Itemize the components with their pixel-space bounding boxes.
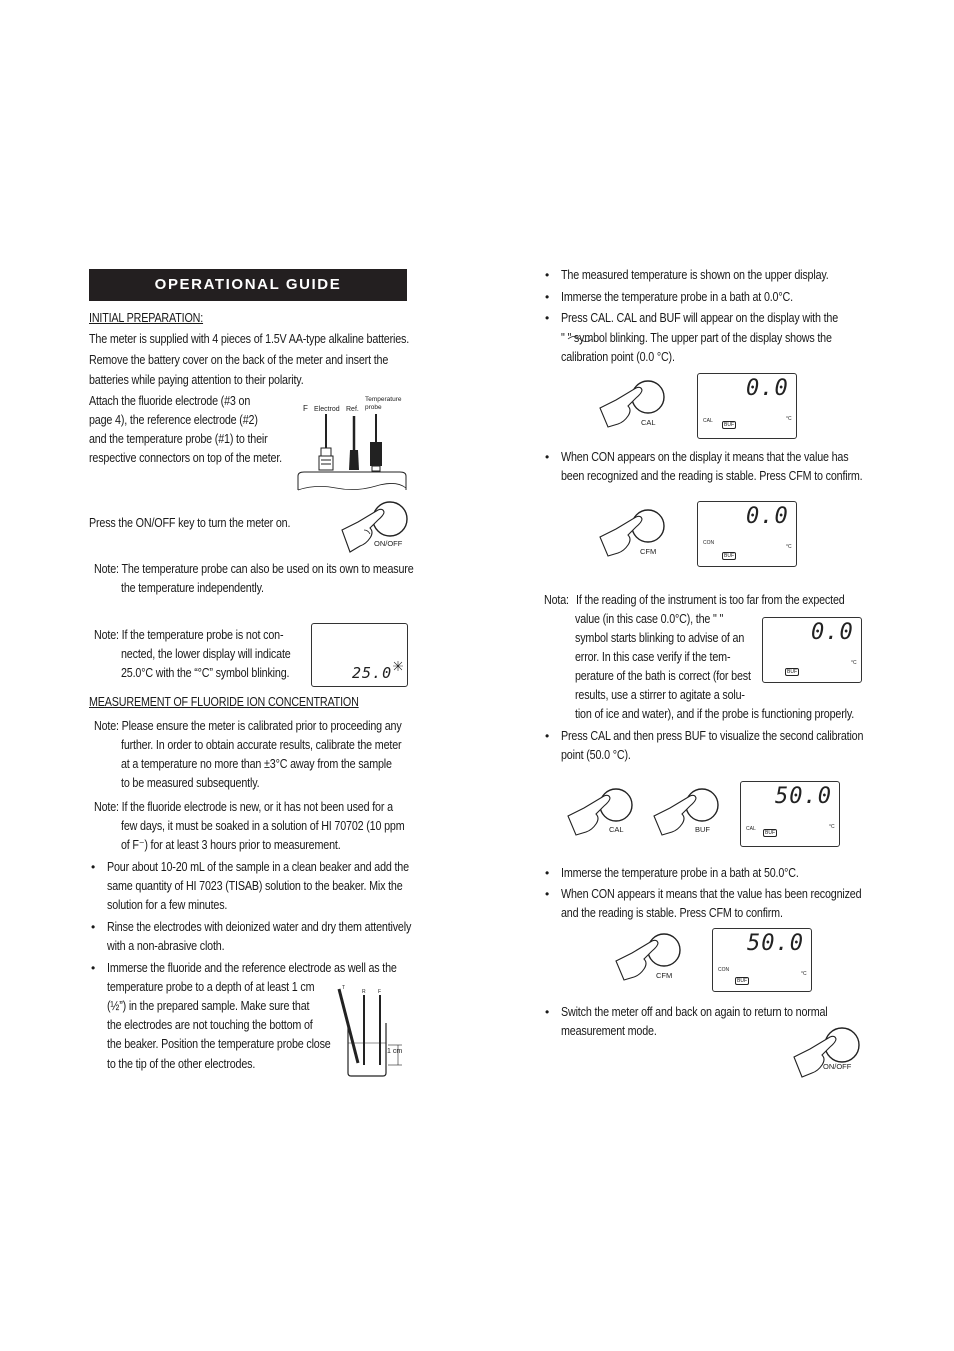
right-press-cal-3: calibration point (0.0 °C). — [561, 350, 675, 364]
bullet-immerse-3: (½”) in the prepared sample. Make sure that — [107, 999, 310, 1013]
right-immerse-0: Immerse the temperature probe in a bath at 0.0°C. — [561, 290, 793, 304]
right-press-cal-2: " " symbol blinking. The upper part of the display shows the — [561, 331, 832, 345]
note-calibrate-2: further. In order to obtain accurate results, calibrate the meter — [121, 738, 402, 752]
nota-line-5: perature of the bath is correct (for best — [575, 669, 751, 683]
right-press-buf-1: Press CAL and then press BUF to visualize the second calibration — [561, 729, 864, 743]
lcd-display-con-0 — [697, 501, 797, 567]
note-temp-probe-2: the temperature independently. — [121, 581, 264, 595]
paragraph-batteries: The meter is supplied with 4 pieces of 1.5V AA-type alkaline batteries. — [89, 332, 410, 346]
nota-label: Nota: — [544, 593, 569, 607]
finger-press-icon — [652, 788, 722, 836]
bullet-dot: • — [545, 887, 550, 901]
note-not-connected-2: nected, the lower display will indicate — [121, 647, 291, 661]
lcd-con-indicator: CON — [718, 967, 730, 973]
lcd-upper-value: 0.0 — [811, 620, 854, 645]
wave-symbol-icon — [568, 336, 592, 342]
beaker-depth-label: 1 cm — [387, 1048, 403, 1055]
lcd-upper-value: 50.0 — [747, 931, 804, 956]
blink-star-icon — [393, 661, 403, 671]
lcd-display-error — [762, 617, 862, 683]
right-press-buf-2: point (50.0 °C). — [561, 748, 631, 762]
paragraph-attach-1: Attach the fluoride electrode (#3 on — [89, 394, 251, 408]
lcd-degc: °C — [829, 824, 835, 830]
nota-line-7: tion of ice and water), and if the probe is functioning properly. — [575, 707, 855, 721]
fig-label-probe: probe — [365, 404, 382, 411]
fig-label-f: F — [303, 404, 308, 413]
note-calibrate-4: to be measured subsequently. — [121, 776, 260, 790]
lcd-con-indicator: CON — [703, 540, 715, 546]
right-switch-1: Switch the meter off and back on again to return to normal — [561, 1005, 828, 1019]
beaker-label-f: F — [378, 989, 382, 995]
note-calibrate-1: Note: Please ensure the meter is calibrated prior to proceeding any — [94, 719, 402, 733]
bullet-rinse-1: Rinse the electrodes with deionized water and dry them attentively — [107, 920, 412, 934]
right-con-2: been recognized and the reading is stable. Press CFM to confirm. — [561, 469, 863, 483]
paragraph-attach-4: respective connectors on top of the meter. — [89, 451, 282, 465]
bullet-pour-2: same quantity of HI 7023 (TISAB) solution to the beaker. Mix the — [107, 879, 403, 893]
bullet-dot: • — [545, 1005, 550, 1019]
paragraph-attach-2: page 4), the reference electrode (#2) — [89, 413, 258, 427]
lcd-display-cal-0 — [697, 373, 797, 439]
fig-label-temperature: Temperature — [365, 396, 402, 403]
nota-line-6: results, use a stirrer to agitate a solu- — [575, 688, 745, 702]
right-con-1: When CON appears on the display it means that the value has — [561, 450, 849, 464]
lcd-cal-indicator: CAL — [746, 826, 756, 832]
right-con-50-1: When CON appears it means that the value has been recognized — [561, 887, 862, 901]
paragraph-cover-2: batteries while paying attention to their polarity. — [89, 373, 304, 387]
finger-press-icon — [598, 509, 668, 557]
finger-press-icon — [598, 380, 668, 428]
lcd-upper-value: 50.0 — [775, 784, 832, 809]
note-soak-2: few days, it must be soaked in a solution of HI 70702 (10 ppm — [121, 819, 405, 833]
lcd-cal-indicator: CAL — [703, 418, 713, 424]
lcd-upper-value: 0.0 — [746, 504, 789, 529]
fig-label-ref: Ref. — [346, 406, 359, 413]
note-not-connected-3: 25.0°C with the “°C” symbol blinking. — [121, 666, 290, 680]
nota-line-1: If the reading of the instrument is too far from the expected — [576, 593, 845, 607]
nota-line-4: error. In this case verify if the tem- — [575, 650, 731, 664]
finger-press-icon — [566, 788, 636, 836]
bullet-dot: • — [545, 268, 550, 282]
paragraph-cover-1: Remove the battery cover on the back of the meter and insert the — [89, 353, 389, 367]
cal-key-label: CAL — [609, 825, 624, 834]
lcd-buf-indicator: BUF — [724, 553, 734, 559]
bullet-dot: • — [91, 860, 96, 874]
right-immerse-50: Immerse the temperature probe in a bath at 50.0°C. — [561, 866, 799, 880]
paragraph-attach-3: and the temperature probe (#1) to their — [89, 432, 268, 446]
lcd-degc: °C — [786, 544, 792, 550]
cfm-key-label: CFM — [640, 547, 657, 556]
lcd-degc: °C — [801, 971, 807, 977]
onoff-key-label: ON/OFF — [823, 1062, 852, 1071]
bullet-rinse-2: with a non-abrasive cloth. — [107, 939, 225, 953]
cfm-key-label: CFM — [656, 971, 673, 980]
onoff-key-label: ON/OFF — [374, 539, 403, 548]
right-switch-2: measurement mode. — [561, 1024, 657, 1038]
bullet-dot: • — [545, 729, 550, 743]
lcd-buf-indicator: BUF — [737, 978, 747, 984]
press-onoff-text: Press the ON/OFF key to turn the meter on. — [89, 516, 291, 530]
bullet-immerse-5: the beaker. Position the temperature probe close — [107, 1037, 331, 1051]
buf-key-label: BUF — [695, 825, 710, 834]
bullet-immerse-6: to the tip of the other electrodes. — [107, 1057, 256, 1071]
right-press-cal-1: Press CAL. CAL and BUF will appear on the display with the — [561, 311, 839, 325]
beaker-label-t: T — [342, 985, 346, 991]
bullet-dot: • — [91, 961, 96, 975]
right-measured-temp: The measured temperature is shown on the upper display. — [561, 268, 829, 282]
bullet-dot: • — [545, 311, 550, 325]
lcd-degc: °C — [851, 660, 857, 666]
finger-press-icon — [792, 1027, 862, 1079]
right-con-50-2: and the reading is stable. Press CFM to confirm. — [561, 906, 783, 920]
note-soak-1: Note: If the fluoride electrode is new, or it has not been used for a — [94, 800, 393, 814]
lcd-display-25 — [311, 623, 408, 687]
lcd-buf-indicator: BUF — [787, 669, 797, 675]
nota-line-3: symbol starts blinking to advise of an — [575, 631, 745, 645]
fig-label-electrod: Electrod — [314, 406, 340, 413]
lcd-lower-value: 25.0 — [352, 664, 393, 682]
note-not-connected-1: Note: If the temperature probe is not con- — [94, 628, 284, 642]
lcd-upper-value: 0.0 — [746, 376, 789, 401]
note-calibrate-3: at a temperature no more than ±3°C away from the sample — [121, 757, 392, 771]
measurement-heading: MEASUREMENT OF FLUORIDE ION CONCENTRATION — [89, 695, 359, 709]
lcd-buf-indicator: BUF — [724, 422, 734, 428]
cal-key-label: CAL — [641, 418, 656, 427]
lcd-degc: °C — [786, 416, 792, 422]
lcd-buf-indicator: BUF — [765, 830, 775, 836]
note-temp-probe-1: Note: The temperature probe can also be used on its own to measure — [94, 562, 414, 576]
bullet-immerse-2: temperature probe to a depth of at least 1 cm — [107, 980, 315, 994]
bullet-immerse-4: the electrodes are not touching the bottom of — [107, 1018, 313, 1032]
finger-press-icon — [614, 933, 684, 981]
section-banner: OPERATIONAL GUIDE — [89, 269, 407, 301]
beaker-drawing — [336, 983, 408, 1078]
lcd-display-cal-50 — [740, 781, 840, 847]
bullet-pour-1: Pour about 10-20 mL of the sample in a clean beaker and add the — [107, 860, 409, 874]
note-soak-3: of F⁻) for at least 3 hours prior to measurement. — [121, 838, 341, 852]
electrode-connector-drawing — [296, 414, 408, 494]
bullet-dot: • — [545, 866, 550, 880]
bullet-immerse-1: Immerse the fluoride and the reference electrode as well as the — [107, 961, 397, 975]
bullet-pour-3: solution for a few minutes. — [107, 898, 228, 912]
beaker-label-r: R — [362, 989, 366, 995]
nota-line-2: value (in this case 0.0°C), the " " — [575, 612, 724, 626]
initial-preparation-heading: INITIAL PREPARATION: — [89, 311, 204, 325]
bullet-dot: • — [91, 920, 96, 934]
bullet-dot: • — [545, 450, 550, 464]
bullet-dot: • — [545, 290, 550, 304]
lcd-display-con-50 — [712, 928, 812, 992]
